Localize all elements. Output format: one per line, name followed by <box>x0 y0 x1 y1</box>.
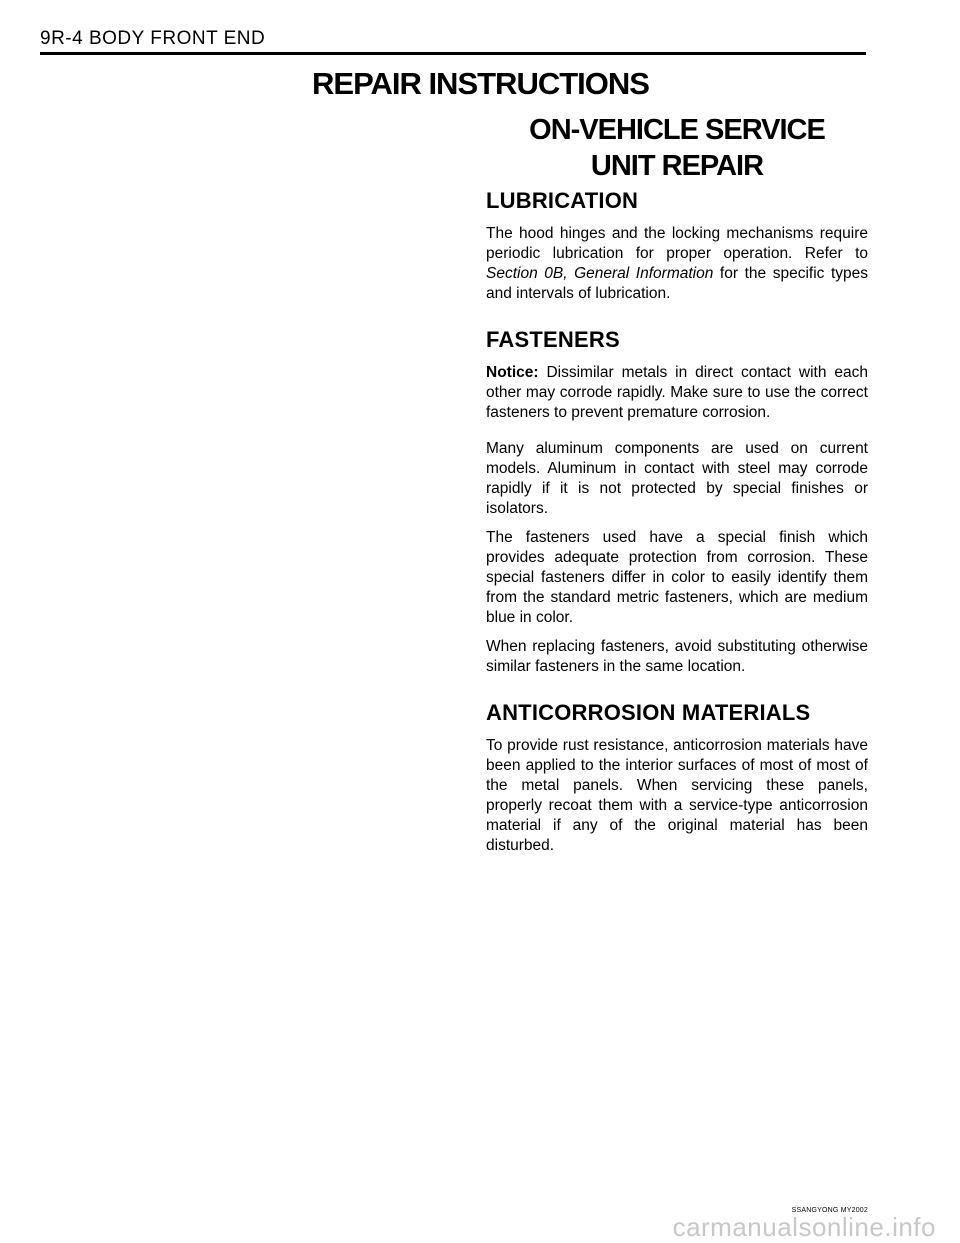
subtitle-block <box>486 112 868 184</box>
subtitle-line-2: UNIT REPAIR <box>590 150 764 182</box>
watermark: carmanualsonline.info <box>672 1212 936 1242</box>
fasteners-paragraph-2: The fasteners used have a special finish which provides adequate protection from corrosion. These special fasteners differ in color to easily identify them from the standard metric fasteners, which are medium blue in color. <box>486 529 868 626</box>
fasteners-section <box>486 327 868 677</box>
fasteners-notice <box>486 363 868 423</box>
anticorrosion-heading: ANTICORROSION MATERIALS <box>486 700 811 725</box>
anticorrosion-section <box>486 700 868 856</box>
header-rule <box>40 52 866 55</box>
fasteners-paragraph-1: Many aluminum components are used on current models. Aluminum in contact with steel may corrode rapidly if it is not protected by special finishes or isolators. <box>486 440 868 517</box>
page-header: 9R-4 BODY FRONT END <box>40 28 266 49</box>
fasteners-heading: FASTENERS <box>486 327 620 352</box>
right-column <box>486 188 868 865</box>
section-gap <box>486 686 868 700</box>
lubrication-section <box>486 188 868 304</box>
subtitle-line-1: ON-VEHICLE SERVICE <box>529 114 825 146</box>
lubrication-paragraph <box>486 224 868 304</box>
fasteners-paragraph-3: When replacing fasteners, avoid substituting otherwise similar fasteners in the same location. <box>486 638 868 675</box>
lubrication-heading: LUBRICATION <box>486 188 639 213</box>
anticorrosion-paragraph: To provide rust resistance, anticorrosion materials have been applied to the interior surfaces of most of most of the metal panels. When servicing these panels, properly recoat them with a service-type anticorrosion material if any of the original material has been disturbed. <box>486 737 868 854</box>
lubrication-text-before: The hood hinges and the locking mechanisms require periodic lubrication for proper operation. Refer to <box>486 225 868 262</box>
page-title: REPAIR INSTRUCTIONS <box>312 66 649 101</box>
section-gap <box>486 313 868 327</box>
footer-brand: SSANGYONG MY2002 <box>791 1207 868 1214</box>
notice-label: Notice: <box>486 364 539 381</box>
lubrication-reference: Section 0B, General Information <box>486 265 714 282</box>
lubrication-text-after: for the specific types and intervals of lubrication. <box>486 265 868 302</box>
notice-text: Dissimilar metals in direct contact with each other may corrode rapidly. Make sure to use the correct fasteners to prevent premature corrosion. <box>486 364 868 421</box>
